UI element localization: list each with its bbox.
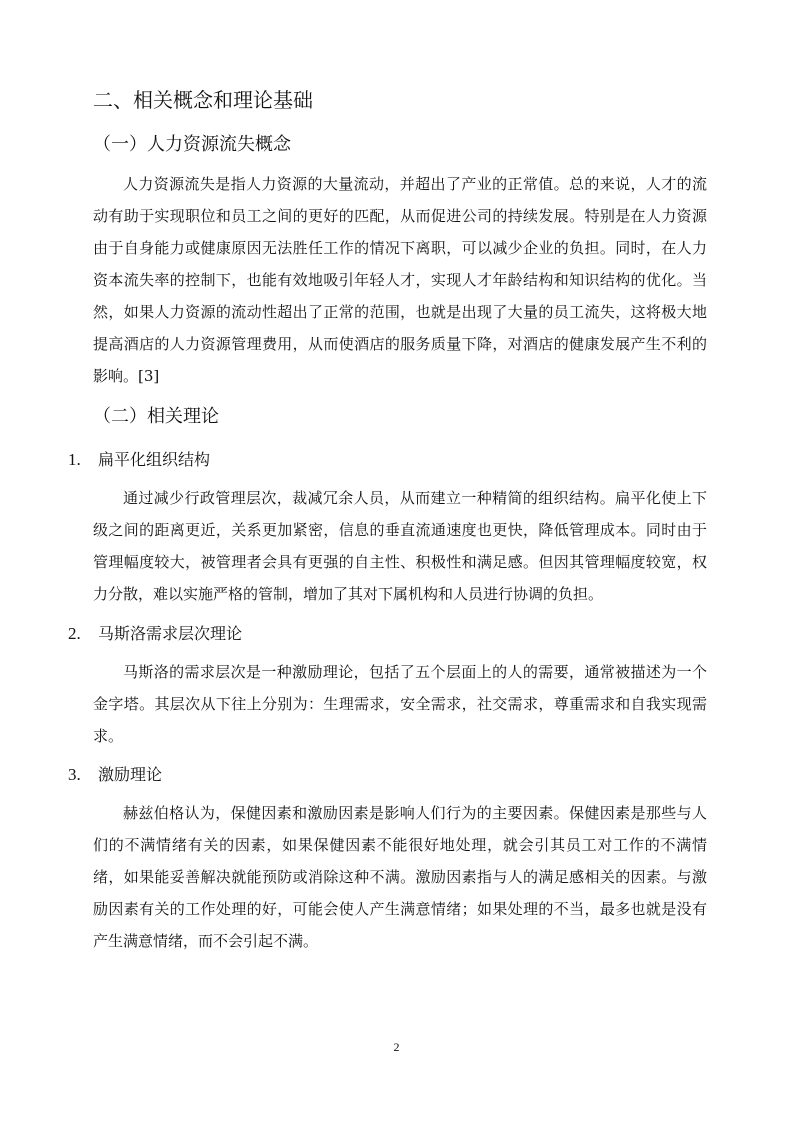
subsection-heading-3 (68, 763, 162, 787)
subsection-heading-2 (68, 622, 242, 646)
subsection-heading-1 (68, 448, 210, 472)
section-1-paragraph: 人力资源流失是指人力资源的大量流动，并超出了产业的正常值。总的来说，人才的流动有助于实现职位和员工之间的更好的匹配，从而促进公司的持续发展。特别是在人力资源由于自身能力或健康原因无法胜任工作的情况下离职，可以减少企业的负担。同时，在人力资本流失率的控制下，也能有效地吸引年轻人才，实现人才年龄结构和知识结构的优化。当然，如果人力资源的流动性超出了正常的范围，也就是出现了大量的员工流失，这将极大地提高酒店的人力资源管理费用，从而使酒店的服务质量下降，对酒店的健康发展产生不利的影响。[3] (93, 175, 707, 385)
subsection-1-paragraph: 通过减少行政管理层次，裁减冗余人员，从而建立一种精简的组织结构。扁平化使上下级之间的距离更近，关系更加紧密，信息的垂直流通速度也更快，降低管理成本。同时由于管理幅度较大，被管理者会具有更强的自主性、积极性和满足感。但因其管理幅度较宽，权力分散，难以实施严格的管制，增加了其对下属机构和人员进行协调的负担。 (93, 489, 707, 603)
subsection-title: 扁平化组织结构 (98, 450, 211, 469)
subsection-number: 1. (68, 450, 81, 469)
section-heading-2: （二）相关理论 (93, 406, 219, 427)
subsection-number: 3. (68, 765, 81, 784)
subsection-title: 激励理论 (98, 765, 163, 784)
subsection-number: 2. (68, 624, 81, 643)
subsection-3-paragraph: 赫兹伯格认为，保健因素和激励因素是影响人们行为的主要因素。保健因素是那些与人们的不满情绪有关的因素，如果保健因素不能很好地处理，就会引其员工对工作的不满情绪，如果能妥善解决就能预防或消除这种不满。激励因素指与人的满足感相关的因素。与激励因素有关的工作处理的好，可能会使人产生满意情绪；如果处理的不当，最多也就是没有产生满意情绪，而不会引起不满。 (93, 804, 707, 950)
chapter-heading: 二、相关概念和理论基础 (93, 88, 313, 112)
subsection-title: 马斯洛需求层次理论 (98, 624, 243, 643)
page-number: 2 (393, 1040, 400, 1054)
subsection-2-paragraph: 马斯洛的需求层次是一种激励理论，包括了五个层面上的人的需要，通常被描述为一个金字塔。其层次从下往上分别为：生理需求，安全需求，社交需求，尊重需求和自我实现需求。 (93, 663, 707, 745)
section-heading-1: （一）人力资源流失概念 (93, 134, 291, 155)
